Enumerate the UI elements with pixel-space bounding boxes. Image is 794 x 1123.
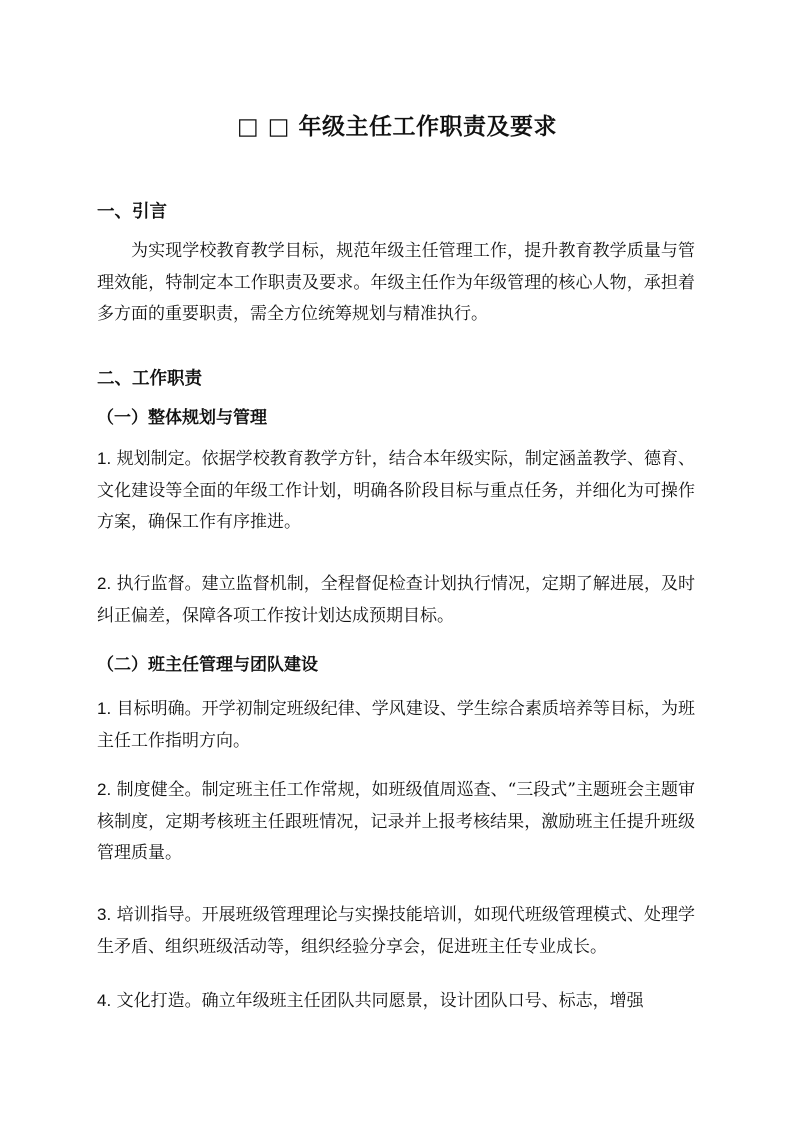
list-item	[97, 774, 695, 870]
list-item-text: 制度健全。制定班主任工作常规，如班级值周巡查、“三段式”主题班会主题审核制度，定期考核班主任跟班情况，记录并上报考核结果，激励班主任提升班级管理质量。	[97, 780, 695, 863]
document-title: □ □ 年级主任工作职责及要求	[237, 114, 557, 140]
list-item-text: 培训指导。开展班级管理理论与实操技能培训，如现代班级管理模式、处理学生矛盾、组织班级活动等，组织经验分享会，促进班主任专业成长。	[97, 905, 695, 957]
list-item	[97, 899, 695, 963]
list-item-text: 规划制定。依据学校教育教学方针，结合本年级实际，制定涵盖教学、德育、文化建设等全面的年级工作计划，明确各阶段目标与重点任务，并细化为可操作方案，确保工作有序推进。	[97, 449, 695, 532]
list-item-number: 1.	[97, 449, 112, 468]
list-item-number: 2.	[97, 780, 112, 799]
list-item-number: 3.	[97, 905, 112, 924]
list-item	[97, 985, 695, 1018]
section-heading-intro: 一、引言	[97, 202, 167, 222]
list-item-number: 1.	[97, 699, 112, 718]
list-item-text: 执行监督。建立监督机制，全程督促检查计划执行情况，定期了解进展，及时纠正偏差，保障各项工作按计划达成预期目标。	[97, 574, 695, 626]
list-item-number: 4.	[97, 991, 112, 1010]
subsection-heading-planning: （一）整体规划与管理	[97, 408, 267, 428]
list-item-number: 2.	[97, 574, 112, 593]
list-item-text: 文化打造。确立年级班主任团队共同愿景，设计团队口号、标志，增强	[111, 991, 644, 1011]
list-item	[97, 443, 695, 539]
section-heading-duties: 二、工作职责	[97, 369, 202, 389]
subsection-heading-team: （二）班主任管理与团队建设	[97, 655, 318, 675]
list-item	[97, 693, 695, 757]
intro-paragraph: 为实现学校教育教学目标，规范年级主任管理工作，提升教育教学质量与管理效能，特制定本工作职责及要求。年级主任作为年级管理的核心人物，承担着多方面的重要职责，需全方位统筹规划与精准执行。	[97, 241, 695, 324]
list-item	[97, 568, 695, 632]
list-item-text: 目标明确。开学初制定班级纪律、学风建设、学生综合素质培养等目标，为班主任工作指明方向。	[97, 699, 695, 751]
